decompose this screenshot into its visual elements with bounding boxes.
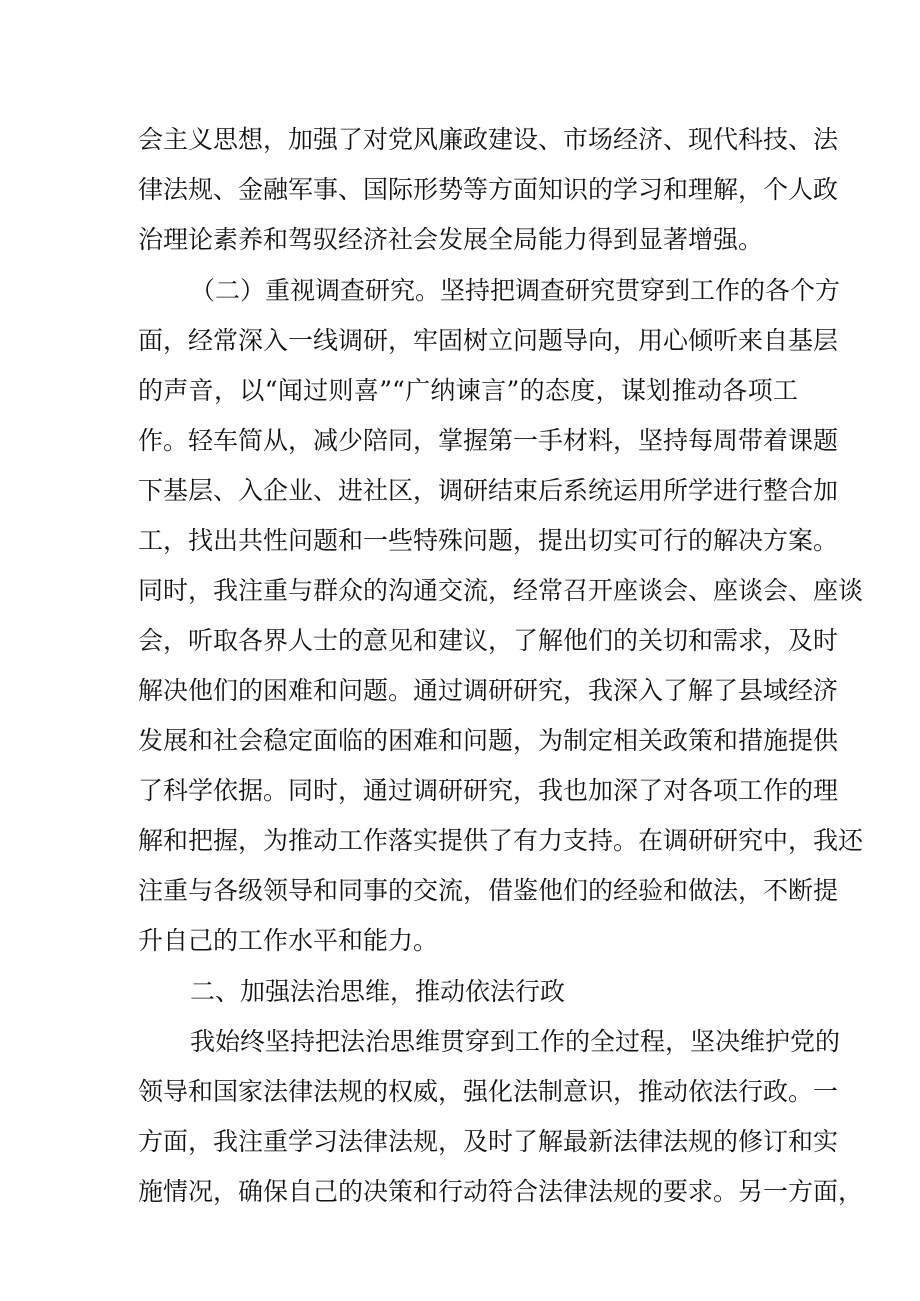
para3-line-3: 方面，我注重学习法律法规，及时了解最新法律法规的修订和实	[138, 1127, 839, 1156]
para1-line-2: 律法规、金融军事、国际形势等方面知识的学习和理解，个人政	[138, 175, 839, 204]
para2-line-9: 解决他们的困难和问题。通过调研研究，我深入了解了县域经济	[138, 676, 839, 705]
para2-line-11: 了科学依据。同时，通过调研研究，我也加深了对各项工作的理	[138, 776, 839, 805]
para1-line-1: 会主义思想，加强了对党风廉政建设、市场经济、现代科技、法	[138, 125, 839, 154]
para2-line-8: 会，听取各界人士的意见和建议，了解他们的关切和需求，及时	[138, 626, 839, 655]
para2-line-1: （二）重视调查研究。坚持把调查研究贯穿到工作的各个方	[190, 276, 841, 305]
para3-line-2: 领导和国家法律法规的权威，强化法制意识，推动依法行政。一	[138, 1077, 839, 1106]
para2-line-4: 作。轻车简从，减少陪同，掌握第一手材料，坚持每周带着课题	[138, 426, 839, 455]
para3-line-4: 施情况，确保自己的决策和行动符合法律法规的要求。另一方面，	[138, 1177, 864, 1206]
para2-line-10: 发展和社会稳定面临的困难和问题，为制定相关政策和措施提供	[138, 726, 839, 755]
para2-line-12: 解和把握，为推动工作落实提供了有力支持。在调研研究中，我还	[138, 826, 864, 855]
para3-line-1: 我始终坚持把法治思维贯穿到工作的全过程，坚决维护党的	[190, 1027, 841, 1056]
para2-line-2: 面，经常深入一线调研，牢固树立问题导向，用心倾听来自基层	[138, 326, 839, 355]
para2-line-5: 下基层、入企业、进社区，调研结束后系统运用所学进行整合加	[138, 476, 839, 505]
para2-line-3: 的声音，以“闻过则喜”“广纳谏言”的态度，谋划推动各项工	[138, 376, 798, 405]
para2-line-13: 注重与各级领导和同事的交流，借鉴他们的经验和做法，不断提	[138, 876, 839, 905]
para1-line-3: 治理论素养和驾驭经济社会发展全局能力得到显著增强。	[138, 225, 764, 254]
para2-line-7: 同时，我注重与群众的沟通交流，经常召开座谈会、座谈会、座谈	[138, 576, 864, 605]
para2-line-6: 工，找出共性问题和一些特殊问题，提出切实可行的解决方案。	[138, 526, 839, 555]
section-heading: 二、加强法治思维，推动依法行政	[190, 977, 566, 1006]
para2-line-14: 升自己的工作水平和能力。	[138, 926, 439, 955]
